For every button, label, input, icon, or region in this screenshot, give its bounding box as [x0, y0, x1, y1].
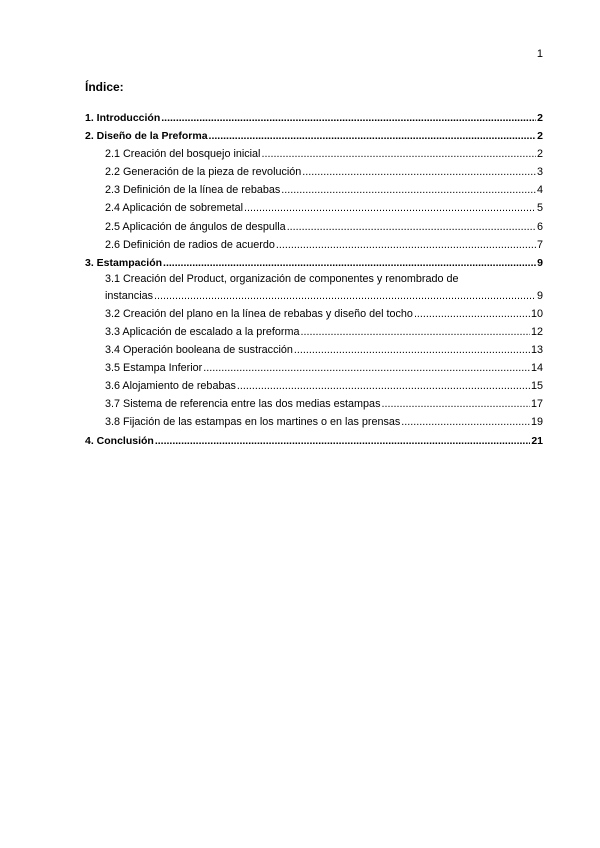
toc-entry-label: instancias [105, 289, 154, 302]
toc-entry-label: 2.3 Definición de la línea de rebabas [105, 184, 281, 197]
toc-entry-page: 2 [537, 112, 543, 124]
table-of-contents [85, 109, 543, 450]
toc-entry-page: 2 [536, 148, 543, 161]
toc-entry-label: 1. Introducción [85, 112, 161, 124]
toc-entry[interactable] [85, 395, 543, 413]
toc-entry-label: 3.8 Fijación de las estampas en los martines o en las prensas [105, 416, 401, 429]
toc-entry[interactable] [85, 181, 543, 199]
toc-entry-page: 3 [536, 166, 543, 179]
toc-entry[interactable] [85, 359, 543, 377]
toc-entry-label: 3.2 Creación del plano en la línea de rebabas y diseño del tocho [105, 307, 413, 320]
toc-entry-page: 12 [530, 325, 543, 338]
toc-leader [294, 341, 530, 359]
toc-entry-label: 4. Conclusión [85, 434, 154, 447]
toc-leader [244, 199, 536, 217]
toc-entry[interactable] [85, 272, 543, 305]
toc-leader [261, 145, 536, 163]
toc-leader [161, 109, 536, 127]
toc-entry[interactable] [85, 377, 543, 395]
toc-entry[interactable] [85, 109, 543, 127]
toc-entry-label: 3.3 Aplicación de escalado a la preforma [105, 325, 300, 338]
toc-entry-label: 3.5 Estampa Inferior [105, 362, 203, 375]
toc-entry-page: 15 [530, 380, 543, 393]
toc-entry[interactable] [85, 127, 543, 145]
toc-leader [163, 254, 536, 272]
toc-entry-page: 4 [536, 184, 543, 197]
toc-entry[interactable] [85, 236, 543, 254]
toc-entry-label: 3.4 Operación booleana de sustracción [105, 344, 293, 357]
toc-entry[interactable] [85, 145, 543, 163]
toc-entry[interactable] [85, 341, 543, 359]
toc-entry[interactable] [85, 323, 543, 341]
toc-leader [414, 305, 530, 323]
toc-leader [203, 359, 530, 377]
toc-entry-page: 2 [537, 130, 543, 143]
toc-leader [155, 432, 530, 450]
toc-entry[interactable] [85, 305, 543, 323]
toc-entry-page: 19 [530, 416, 543, 429]
toc-entry-label: 2.6 Definición de radios de acuerdo [105, 238, 275, 251]
toc-leader [237, 377, 530, 395]
toc-entry-page: 17 [530, 398, 543, 411]
toc-entry[interactable] [85, 413, 543, 431]
toc-entry[interactable] [85, 254, 543, 272]
toc-title: Índice: [85, 80, 124, 94]
toc-entry-page: 10 [530, 307, 543, 320]
toc-entry-page: 7 [536, 238, 543, 251]
toc-entry-label: 3.6 Alojamiento de rebabas [105, 380, 236, 393]
toc-entry-label: 2.5 Aplicación de ángulos de despulla [105, 220, 286, 233]
toc-entry-label-line1: 3.1 Creación del Product, organización de componentes y renombrado de [105, 272, 459, 285]
toc-leader [276, 236, 536, 254]
toc-entry-label: 2. Diseño de la Preforma [85, 130, 208, 143]
toc-leader [300, 323, 530, 341]
toc-entry-page: 9 [536, 289, 543, 302]
toc-leader [381, 395, 530, 413]
toc-leader [154, 287, 536, 305]
toc-entry-page: 13 [530, 344, 543, 357]
toc-leader [302, 163, 536, 181]
toc-entry[interactable] [85, 163, 543, 181]
toc-entry[interactable] [85, 218, 543, 236]
toc-leader [281, 181, 536, 199]
toc-entry-page: 6 [536, 220, 543, 233]
toc-leader [287, 218, 536, 236]
toc-entry[interactable] [85, 432, 543, 450]
toc-entry-label: 2.4 Aplicación de sobremetal [105, 202, 244, 215]
toc-entry-label: 3. Estampación [85, 256, 163, 269]
toc-entry-page: 14 [530, 362, 543, 375]
toc-entry-page: 21 [531, 434, 543, 447]
toc-entry-page: 5 [536, 202, 543, 215]
toc-leader [209, 127, 537, 145]
toc-leader [401, 413, 530, 431]
toc-entry-label: 2.1 Creación del bosquejo inicial [105, 148, 261, 161]
page-number: 1 [536, 48, 543, 60]
toc-entry-page: 9 [537, 256, 543, 269]
toc-entry-label: 2.2 Generación de la pieza de revolución [105, 166, 302, 179]
toc-entry[interactable] [85, 199, 543, 217]
toc-entry-label: 3.7 Sistema de referencia entre las dos medias estampas [105, 398, 381, 411]
